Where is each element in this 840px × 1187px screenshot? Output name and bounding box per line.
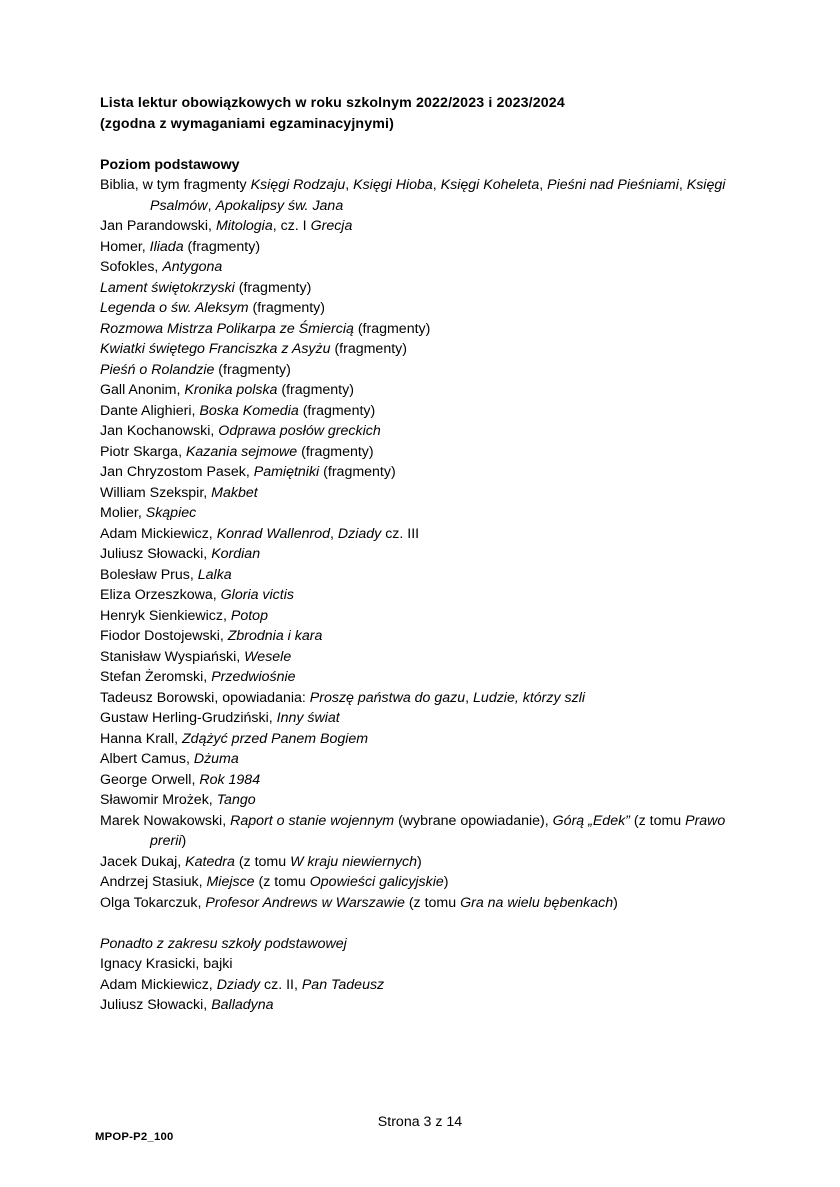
reading-list-item bbox=[100, 483, 750, 504]
work-title: Makbet bbox=[211, 484, 258, 501]
work-title: Odprawa posłów greckich bbox=[218, 423, 381, 439]
work-title: Ludzie, którzy szli bbox=[473, 689, 586, 706]
work-title: Skąpiec bbox=[145, 505, 197, 521]
entry-text: Olga Tokarczuk, bbox=[100, 894, 206, 911]
sections-container bbox=[100, 155, 750, 1016]
entry-text: Gustaw Herling-Grudziński, bbox=[100, 710, 277, 726]
entry-text: (fragmenty) bbox=[248, 300, 326, 316]
work-title: Raport o stanie wojennym bbox=[230, 812, 395, 829]
reading-list-item bbox=[100, 278, 750, 299]
reading-list-item bbox=[100, 995, 750, 1016]
entry-text: (fragmenty) bbox=[319, 464, 396, 480]
work-title: Kronika polska bbox=[184, 382, 278, 398]
work-title: Opowieści galicyjskie bbox=[309, 874, 444, 890]
document-body bbox=[100, 93, 750, 1016]
entry-text: Sławomir Mrożek, bbox=[100, 792, 217, 808]
entry-text: Andrzej Stasiuk, bbox=[100, 874, 207, 890]
entry-text: cz. II, bbox=[260, 976, 302, 993]
entry-text: (fragmenty) bbox=[330, 341, 407, 357]
reading-list-item bbox=[100, 503, 750, 524]
entry-text: (fragmenty) bbox=[214, 361, 291, 378]
work-title: Pan Tadeusz bbox=[301, 976, 385, 993]
entry-text: cz. III bbox=[381, 525, 420, 542]
reading-list-item bbox=[100, 749, 750, 770]
reading-list-item bbox=[100, 872, 750, 893]
entry-text: (fragmenty) bbox=[298, 402, 376, 419]
work-title: Mitologia bbox=[215, 218, 273, 234]
reading-list-item bbox=[100, 647, 750, 668]
entry-text: George Orwell, bbox=[100, 771, 200, 788]
footer-sheet-code: MPOP-P2_100 bbox=[95, 1131, 174, 1143]
entry-text: ) bbox=[417, 853, 422, 870]
reading-list-item bbox=[100, 565, 750, 586]
reading-list-item bbox=[100, 852, 750, 873]
entry-text: , bbox=[465, 689, 474, 706]
entry-text: (fragmenty) bbox=[353, 320, 431, 337]
entry-text: , bbox=[207, 197, 216, 214]
entry-text: ) bbox=[181, 833, 187, 849]
entry-text: , bbox=[539, 177, 548, 193]
reading-list-item bbox=[100, 462, 750, 483]
entry-text: , bbox=[678, 177, 687, 193]
work-title: Rozmowa Mistrza Polikarpa ze Śmiercią bbox=[100, 320, 354, 337]
reading-list-item bbox=[100, 319, 750, 340]
entry-text: Eliza Orzeszkowa, bbox=[100, 587, 221, 603]
section-gap bbox=[100, 913, 750, 934]
reading-list-item bbox=[100, 237, 750, 258]
entry-text: (z tomu bbox=[629, 812, 686, 829]
document-title-line-2: (zgodna z wymaganiami egzaminacyjnymi) bbox=[100, 115, 394, 132]
work-title: Profesor Andrews w Warszawie bbox=[205, 894, 405, 911]
work-title: Kordian bbox=[211, 546, 261, 562]
entry-text: (fragmenty) bbox=[234, 279, 312, 296]
entry-text: Stanisław Wyspiański, bbox=[100, 648, 245, 665]
reading-list-item bbox=[100, 606, 750, 627]
work-title: Kazania sejmowe bbox=[185, 443, 298, 460]
work-title: Księgi Hioba bbox=[353, 177, 433, 193]
entry-text: Fiodor Dostojewski, bbox=[100, 628, 228, 644]
work-title: Księgi Rodzaju bbox=[250, 177, 346, 193]
work-title: Iliada bbox=[149, 238, 184, 255]
work-title: Rok 1984 bbox=[199, 771, 261, 788]
entry-text: Jan Parandowski, bbox=[100, 218, 216, 234]
entry-text: ) bbox=[443, 874, 449, 890]
entry-text: Ignacy Krasicki, bajki bbox=[100, 956, 233, 972]
work-title: Katedra bbox=[185, 853, 235, 870]
work-title: Lament świętokrzyski bbox=[100, 279, 235, 296]
reading-list-item bbox=[100, 626, 750, 647]
entry-text: Bolesław Prus, bbox=[100, 566, 198, 583]
reading-list-item bbox=[100, 790, 750, 811]
entry-text: , bbox=[330, 525, 338, 542]
entry-text: Albert Camus, bbox=[100, 751, 194, 767]
work-title: Legenda o św. Aleksym bbox=[100, 300, 249, 316]
work-title: Miejsce bbox=[206, 874, 255, 890]
reading-list-item bbox=[100, 524, 750, 545]
entry-text: Marek Nowakowski, bbox=[100, 812, 231, 829]
work-title: Potop bbox=[230, 607, 268, 624]
work-title: Pieśni nad Pieśniami bbox=[547, 177, 679, 193]
entry-text: , cz. I bbox=[272, 218, 311, 234]
work-title: Dziady bbox=[216, 976, 261, 993]
entry-text: Jacek Dukaj, bbox=[100, 853, 186, 870]
entry-text: Adam Mickiewicz, bbox=[100, 976, 217, 993]
reading-list-item bbox=[100, 360, 750, 381]
entry-text: (fragmenty) bbox=[277, 382, 354, 398]
entry-text: Piotr Skarga, bbox=[100, 443, 186, 460]
title-gap bbox=[100, 134, 750, 155]
entry-text: Biblia, w tym fragmenty bbox=[100, 177, 251, 193]
work-title: Pieśń o Rolandzie bbox=[100, 361, 215, 378]
entry-text: Juliusz Słowacki, bbox=[100, 546, 212, 562]
work-title: Dżuma bbox=[193, 751, 239, 767]
entry-text: Juliusz Słowacki, bbox=[100, 997, 212, 1013]
work-title: Wesele bbox=[244, 648, 292, 665]
work-title: Boska Komedia bbox=[199, 402, 299, 419]
entry-text: Gall Anonim, bbox=[100, 382, 185, 398]
reading-list-item bbox=[100, 339, 750, 360]
reading-list-item bbox=[100, 975, 750, 996]
reading-list-item bbox=[100, 667, 750, 688]
entry-text: Hanna Krall, bbox=[100, 730, 183, 747]
reading-list-item bbox=[100, 175, 750, 216]
work-title: Antygona bbox=[162, 259, 223, 275]
work-title: Zbrodnia i kara bbox=[227, 628, 323, 644]
entry-text: (fragmenty) bbox=[183, 238, 261, 255]
entry-text: , bbox=[432, 177, 441, 193]
entry-text: (z tomu bbox=[404, 894, 461, 911]
work-title: Przedwiośnie bbox=[211, 669, 296, 685]
entry-text: William Szekspir, bbox=[100, 484, 212, 501]
entry-text: (z tomu bbox=[254, 874, 310, 890]
work-title: Konrad Wallenrod bbox=[216, 525, 330, 542]
reading-list-item bbox=[100, 708, 750, 729]
reading-list-item bbox=[100, 770, 750, 791]
work-title: Dziady bbox=[337, 525, 382, 542]
entry-text: Adam Mickiewicz, bbox=[100, 525, 217, 542]
work-title: Proszę państwa do gazu bbox=[309, 689, 466, 706]
reading-list-item bbox=[100, 688, 750, 709]
entry-text: Tadeusz Borowski, opowiadania: bbox=[100, 689, 310, 706]
footer-page-number: Strona 3 z 14 bbox=[377, 1114, 463, 1130]
work-title: Kwiatki świętego Franciszka z Asyżu bbox=[100, 341, 331, 357]
reading-list-item bbox=[100, 401, 750, 422]
reading-list-item bbox=[100, 893, 750, 914]
reading-list-item bbox=[100, 421, 750, 442]
work-title: Apokalipsy św. Jana bbox=[215, 197, 344, 214]
entry-text: Dante Alighieri, bbox=[100, 402, 200, 419]
reading-list-item bbox=[100, 442, 750, 463]
entry-text: Jan Chryzostom Pasek, bbox=[100, 464, 254, 480]
entry-text: (z tomu bbox=[234, 853, 291, 870]
work-title: Tango bbox=[216, 792, 256, 808]
entry-text: ) bbox=[613, 894, 618, 911]
work-title: Gloria victis bbox=[220, 587, 294, 603]
entry-text: Jan Kochanowski, bbox=[100, 423, 219, 439]
reading-list-item bbox=[100, 585, 750, 606]
reading-list-item bbox=[100, 380, 750, 401]
work-title: Pamiętniki bbox=[253, 464, 320, 480]
reading-list-item bbox=[100, 544, 750, 565]
work-title: Księgi Psalmów bbox=[150, 177, 726, 214]
work-title: Prawo prerii bbox=[150, 812, 726, 849]
work-title: Balladyna bbox=[211, 997, 274, 1013]
reading-list-item bbox=[100, 216, 750, 237]
section-heading: Ponadto z zakresu szkoły podstawowej bbox=[100, 935, 347, 952]
entry-text: Homer, bbox=[100, 238, 150, 255]
entry-text: Stefan Żeromski, bbox=[100, 669, 212, 685]
reading-list-item bbox=[100, 729, 750, 750]
work-title: W kraju niewiernych bbox=[290, 853, 418, 870]
entry-text: (wybrane opowiadanie), bbox=[394, 812, 553, 829]
reading-list-item bbox=[100, 257, 750, 278]
work-title: Księgi Koheleta bbox=[440, 177, 540, 193]
entry-text: , bbox=[345, 177, 354, 193]
section-heading: Poziom podstawowy bbox=[100, 156, 240, 173]
reading-list-item bbox=[100, 954, 750, 975]
work-title: Inny świat bbox=[276, 710, 340, 726]
document-title-line-1: Lista lektur obowiązkowych w roku szkolnym 2022/2023 i 2023/2024 bbox=[100, 95, 565, 111]
entry-text: (fragmenty) bbox=[297, 443, 374, 460]
work-title: Górą „Edek” bbox=[552, 812, 630, 829]
entry-text: Sofokles, bbox=[100, 259, 163, 275]
entry-text: Henryk Sienkiewicz, bbox=[100, 607, 231, 624]
reading-list-item bbox=[100, 811, 750, 852]
work-title: Gra na wielu bębenkach bbox=[460, 894, 614, 911]
work-title: Lalka bbox=[197, 566, 232, 583]
entry-text: Molier, bbox=[100, 505, 146, 521]
work-title: Grecja bbox=[310, 218, 353, 234]
reading-list-item bbox=[100, 298, 750, 319]
work-title: Zdążyć przed Panem Bogiem bbox=[182, 730, 369, 747]
